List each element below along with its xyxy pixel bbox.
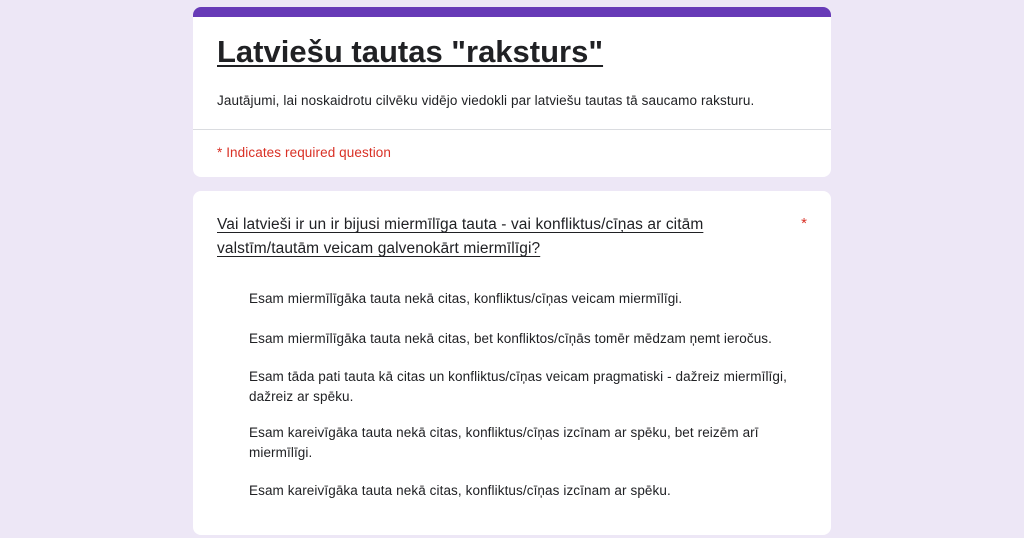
required-asterisk: * (801, 215, 807, 232)
form-title: Latviešu tautas "raksturs" (217, 34, 604, 69)
answer-option[interactable]: Esam kareivīgāka tauta nekā citas, konfliktus/cīņas izcīnam ar spēku, bet reizēm arī miermīlīgi. (249, 425, 759, 460)
question-title: Vai latvieši ir un ir bijusi miermīlīga tauta - vai konfliktus/cīņas ar citām valstīm/tautām veicam galvenokārt miermīlīgi? (217, 216, 704, 257)
header-accent-bar (193, 7, 831, 17)
form-description: Jautājumi, lai noskaidrotu cilvēku vidējo viedokli par latviešu tautas tā saucamo raksturu. (217, 93, 755, 108)
answer-option[interactable]: Esam miermīlīgāka tauta nekā citas, konfliktus/cīņas veicam miermīlīgi. (249, 291, 683, 306)
answer-option[interactable]: Esam tāda pati tauta kā citas un konfliktus/cīņas veicam pragmatiski - dažreiz miermīlīgi, dažreiz ar spēku. (249, 369, 787, 404)
header-divider (193, 129, 831, 130)
question-card (193, 191, 831, 535)
required-note: * Indicates required question (217, 145, 392, 160)
answer-option[interactable]: Esam miermīlīgāka tauta nekā citas, bet konfliktos/cīņās tomēr mēdzam ņemt ieročus. (249, 331, 773, 346)
answer-option[interactable]: Esam kareivīgāka tauta nekā citas, konfliktus/cīņas izcīnam ar spēku. (249, 483, 671, 498)
form-header-card (193, 7, 831, 177)
